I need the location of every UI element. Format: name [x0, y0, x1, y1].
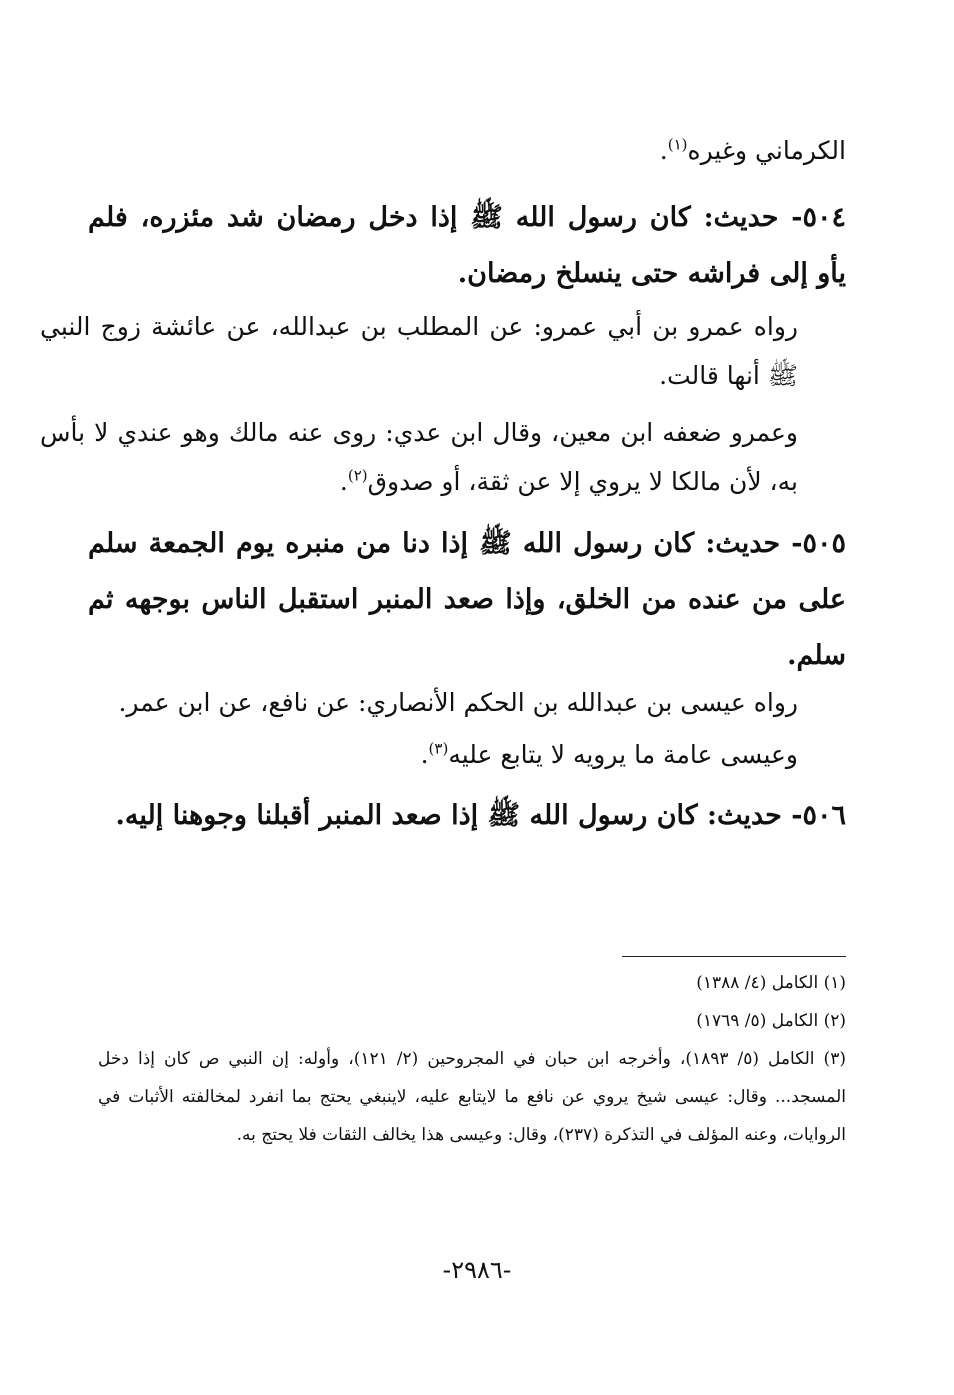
paragraph-end: .: [420, 740, 429, 769]
paragraph-text: رواه عيسى بن عبدالله بن الحكم الأنصاري: عن نافع، عن ابن عمر.: [118, 688, 798, 717]
narration-paragraph: [40, 302, 846, 400]
footnote-1: (١) الكامل (٤/ ١٣٨٨): [696, 973, 846, 993]
hadith-506: [88, 788, 846, 844]
paragraph-text: الكرماني وغيره: [687, 136, 846, 165]
hadith-number: ٥٠٦- حديث:: [707, 800, 846, 831]
paragraph-end: .: [339, 467, 348, 496]
footnote-3: (٣) الكامل (٥/ ١٨٩٣)، وأخرجه ابن حبان في المجروحين (٢/ ١٢١)، وأوله: إن النبي ص كان إذا دخل المسجد... وقال: عيسى شيخ يروي عن نافع ما لايتابع عليه، لاينبغي يحتج بما انفرد لمخالفته الأثبات في الروايات، وعنه المؤلف في التذكرة (٢٣٧)، وقال: وعيسى هذا يخالف الثقات فلا يحتج به.: [98, 1049, 846, 1145]
hadith-text: كان رسول الله ﷺ إذا دنا من منبره يوم الجمعة سلم على من عنده من الخلق، وإذا صعد المنبر استقبل الناس بوجهه ثم سلم.: [88, 528, 846, 671]
hadith-text: كان رسول الله ﷺ إذا صعد المنبر أقبلنا وجوهنا إليه.: [115, 800, 698, 831]
footnote-marker: (٢): [347, 466, 368, 485]
footnote-marker: (٣): [428, 739, 449, 758]
page-number: -٢٩٨٦-: [442, 1256, 512, 1284]
hadith-number: ٥٠٥- حديث:: [705, 528, 846, 559]
commentary-paragraph: [40, 730, 846, 779]
hadith-number: ٥٠٤- حديث:: [703, 202, 847, 233]
continuation-paragraph: [88, 126, 846, 175]
footnotes: [98, 964, 846, 1154]
paragraph-text: وعيسى عامة ما يرويه لا يتابع عليه: [448, 740, 798, 769]
hadith-504: [88, 190, 846, 302]
commentary-paragraph: [40, 408, 846, 506]
footnote-divider: [622, 956, 846, 957]
hadith-505: [88, 516, 846, 684]
hadith-text: كان رسول الله ﷺ إذا دخل رمضان شد مئزره، فلم يأو إلى فراشه حتى ينسلخ رمضان.: [88, 202, 846, 289]
narration-paragraph: [40, 678, 846, 727]
footnote-2: (٢) الكامل (٥/ ١٧٦٩): [696, 1011, 846, 1031]
paragraph-end: .: [659, 136, 668, 165]
paragraph-text: وعمرو ضعفه ابن معين، وقال ابن عدي: روى عنه مالك وهو عندي لا بأس به، لأن مالكا لا يروي إلا عن ثقة، أو صدوق: [40, 418, 798, 496]
paragraph-text: رواه عمرو بن أبي عمرو: عن المطلب بن عبدالله، عن عائشة زوج النبي ﷺ أنها قالت.: [40, 312, 798, 390]
footnote-marker: (١): [667, 135, 688, 154]
